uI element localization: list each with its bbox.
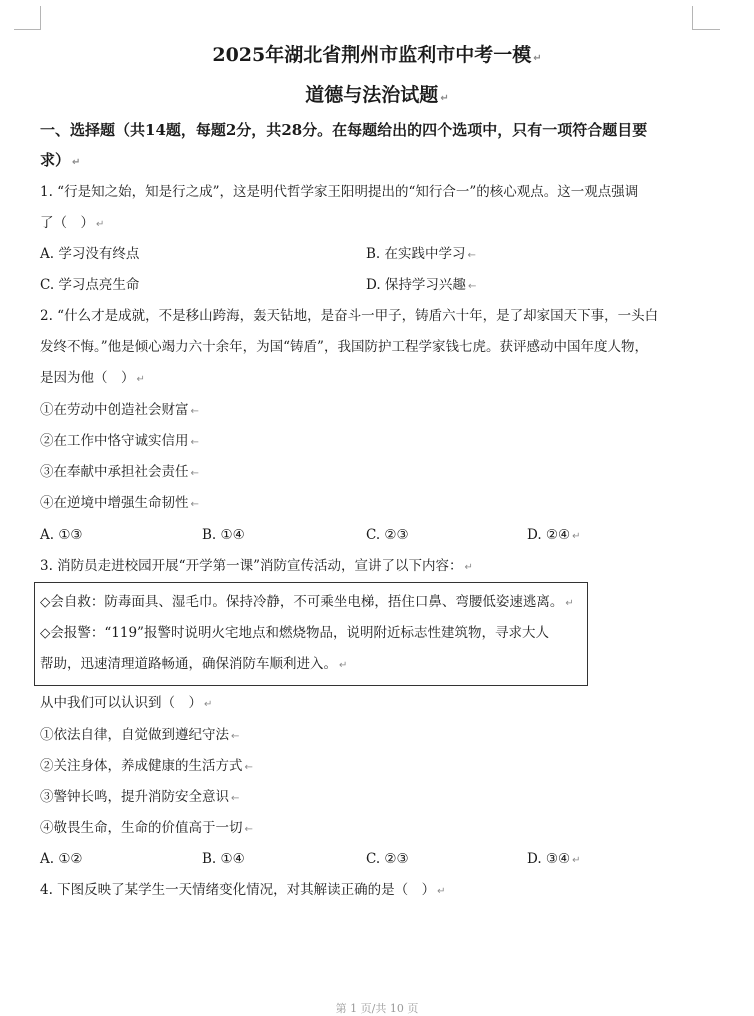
line-break-mark: ← <box>467 250 476 261</box>
q4-stem-line-1: 4. 下图反映了某学生一天情绪变化情况，对其解读正确的是（ ） ↵ <box>40 882 446 898</box>
paragraph-mark: ↵ <box>572 855 581 866</box>
q2-stem-line-3: 是因为他（ ） ↵ <box>40 370 145 386</box>
document-title: 2025年湖北省荆州市监利市中考一模 ↵ <box>212 44 542 66</box>
crop-mark-top-left-horizontal <box>14 29 40 30</box>
q2-item-1: ①在劳动中创造社会财富 ← <box>40 402 199 418</box>
q3-option-c: C. ②③ <box>366 851 409 867</box>
q1-option-a: A. 学习没有终点 <box>40 246 140 262</box>
paragraph-mark: ↵ <box>339 660 348 671</box>
section-heading-line-2: 求） ↵ <box>40 151 81 169</box>
q3-item-3: ③警钟长鸣，提升消防安全意识 ← <box>40 789 240 805</box>
paragraph-mark: ↵ <box>464 562 473 573</box>
q2-option-a: A. ①③ <box>40 527 83 543</box>
page-footer: 第 1 页/共 10 页 <box>335 1002 419 1015</box>
q3-stem-line-2: 从中我们可以认识到（ ） ↵ <box>40 695 213 711</box>
line-break-mark: ← <box>244 824 253 835</box>
line-break-mark: ← <box>231 793 240 804</box>
q3-item-4: ④敬畏生命，生命的价值高于一切 ← <box>40 820 253 836</box>
q3-box-line-3: 帮助，迅速清理道路畅通，确保消防车顺利进入。 ↵ <box>40 656 348 672</box>
q3-item-2: ②关注身体，养成健康的生活方式 ← <box>40 758 253 774</box>
q2-item-2: ②在工作中恪守诚实信用 ← <box>40 433 199 449</box>
line-break-mark: ← <box>190 468 199 479</box>
q2-item-3: ③在奉献中承担社会责任 ← <box>40 464 199 480</box>
line-break-mark: ← <box>190 437 199 448</box>
crop-mark-top-right-vertical <box>692 6 693 30</box>
q3-box-line-1: ◇会自救：防毒面具、湿毛巾。保持冷静，不可乘坐电梯，捂住口鼻、弯腰低姿速逃离。 ↵ <box>40 594 574 610</box>
q3-box-line-2: ◇会报警：“119”报警时说明火宅地点和燃烧物品，说明附近标志性建筑物，寻求大人 <box>40 625 549 641</box>
line-break-mark: ← <box>244 762 253 773</box>
q2-stem-line-1: 2. “什么才是成就，不是移山跨海，轰天钻地，是奋斗一甲子，铸盾六十年，是了却家国天下事，一头白 <box>40 308 659 324</box>
q1-stem-line-1: 1. “行是知之始，知是行之成”，这是明代哲学家王阳明提出的“知行合一”的核心观点。这一观点强调 <box>40 184 639 200</box>
q2-option-c: C. ②③ <box>366 527 409 543</box>
q2-option-b: B. ①④ <box>202 527 245 543</box>
line-break-mark: ← <box>190 499 199 510</box>
q3-option-a: A. ①② <box>40 851 83 867</box>
q1-option-c: C. 学习点亮生命 <box>40 277 140 293</box>
paragraph-mark: ↵ <box>96 219 105 230</box>
document-subtitle: 道德与法治试题 ↵ <box>305 84 449 106</box>
paragraph-mark: ↵ <box>437 886 446 897</box>
q3-item-1: ①依法自律，自觉做到遵纪守法 ← <box>40 727 240 743</box>
paragraph-mark: ↵ <box>440 93 449 104</box>
paragraph-mark: ↵ <box>572 531 581 542</box>
paragraph-mark: ↵ <box>136 374 145 385</box>
q2-item-4: ④在逆境中增强生命韧性 ← <box>40 495 199 511</box>
q3-option-b: B. ①④ <box>202 851 245 867</box>
q3-stem-line-1: 3. 消防员走进校园开展“开学第一课”消防宣传活动，宣讲了以下内容： ↵ <box>40 558 473 574</box>
q2-stem-line-2: 发终不悔。”他是倾心竭力六十余年，为国“铸盾”，我国防护工程学家钱七虎。获评感动中国年度人物， <box>40 339 648 355</box>
paragraph-mark: ↵ <box>565 598 574 609</box>
crop-mark-top-left-vertical <box>40 6 41 30</box>
q1-option-d: D. 保持学习兴趣 ← <box>366 277 477 293</box>
section-heading-line-1: 一、选择题（共14题，每题2分，共28分。在每题给出的四个选项中，只有一项符合题目要 <box>40 121 648 139</box>
line-break-mark: ← <box>467 281 477 292</box>
q2-option-d: D. ②④ ↵ <box>527 527 581 543</box>
line-break-mark: ← <box>190 406 199 417</box>
line-break-mark: ← <box>231 731 240 742</box>
q1-option-b: B. 在实践中学习 ← <box>366 246 476 262</box>
crop-mark-top-right-horizontal <box>692 29 720 30</box>
paragraph-mark: ↵ <box>204 699 213 710</box>
paragraph-mark: ↵ <box>72 157 81 168</box>
q1-stem-line-2: 了（ ） ↵ <box>40 215 105 231</box>
paragraph-mark: ↵ <box>533 53 542 64</box>
q3-option-d: D. ③④ ↵ <box>527 851 581 867</box>
